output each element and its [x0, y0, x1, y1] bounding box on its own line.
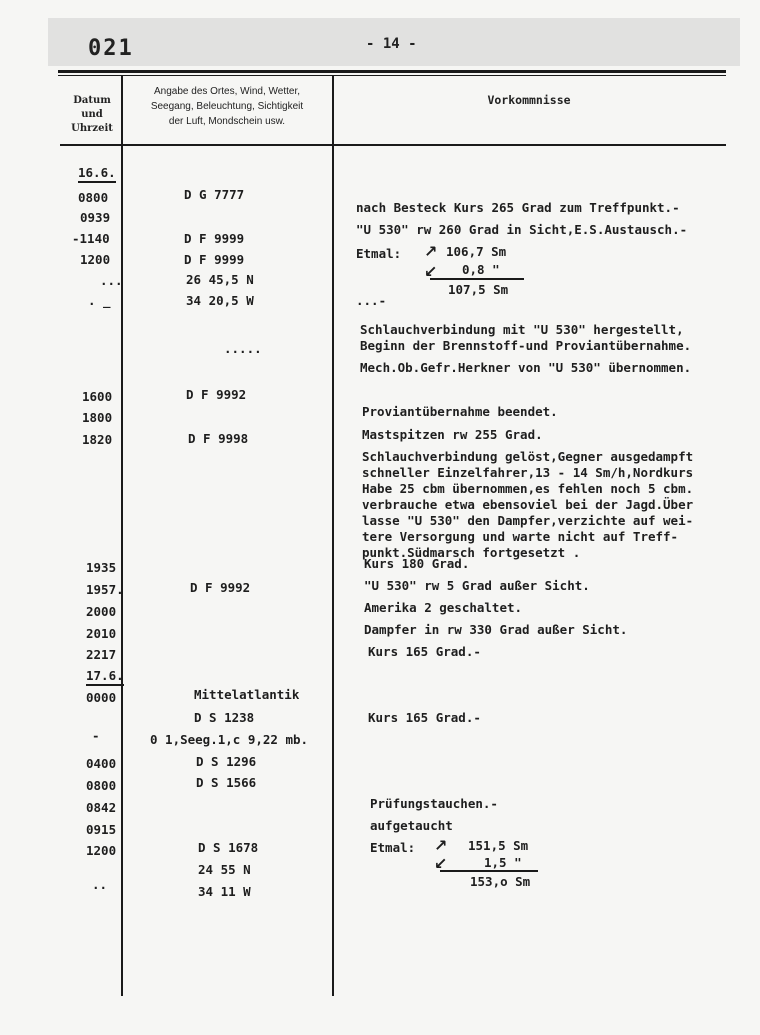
etmal-label: Etmal:	[356, 246, 402, 261]
time-entry: . _	[88, 293, 111, 308]
header-date-line: Uhrzeit	[71, 123, 113, 134]
time-entry: -1140	[72, 231, 110, 246]
etmal-value: 106,7 Sm	[446, 244, 507, 259]
position-entry: D F 9998	[188, 431, 249, 446]
time-entry: 0800	[78, 190, 109, 205]
event-entry: Habe 25 cbm übernommen,es fehlen noch 5 cbm.	[362, 481, 694, 496]
event-entry: Beginn der Brennstoff-und Proviantübernahme.	[360, 338, 692, 353]
time-entry: 1820	[82, 432, 113, 447]
etmal-label: Etmal:	[370, 840, 416, 855]
event-entry: Dampfer in rw 330 Grad außer Sicht.	[364, 622, 628, 637]
event-entry: Amerika 2 geschaltet.	[364, 600, 523, 615]
header-place-line: der Luft, Mondschein usw.	[168, 116, 286, 127]
top-rule	[58, 70, 726, 73]
etmal-sum: 153,o Sm	[470, 874, 531, 889]
top-rule-2	[58, 75, 726, 76]
position-entry: 26 45,5 N	[186, 272, 254, 287]
event-entry: Prüfungstauchen.-	[370, 796, 498, 811]
event-entry: Mastspitzen rw 255 Grad.	[362, 427, 543, 442]
etmal-value: 1,5 "	[484, 855, 522, 870]
date-entry: 16.6.	[78, 165, 116, 183]
header-place-line: Angabe des Ortes, Wind, Wetter,	[154, 86, 300, 97]
weather-entry: 0 1,Seeg.1,c 9,22 mb.	[150, 732, 309, 747]
position-entry: 34 11 W	[198, 884, 251, 899]
position-entry: .....	[224, 341, 262, 356]
time-entry: 1200	[80, 252, 111, 267]
time-entry: 0000	[86, 690, 117, 705]
col-divider-1	[121, 76, 123, 996]
time-entry: 1935	[86, 560, 117, 575]
time-entry: 1800	[82, 410, 113, 425]
event-entry: lasse "U 530" den Dampfer,verzichte auf wei-	[362, 513, 694, 528]
event-entry: Schlauchverbindung mit "U 530" hergestellt,	[360, 322, 684, 337]
position-entry: 34 20,5 W	[186, 293, 254, 308]
page-number: - 14 -	[366, 36, 417, 52]
event-entry: aufgetaucht	[370, 818, 453, 833]
folio-number: 021	[88, 36, 134, 61]
etmal-value: 0,8 "	[462, 262, 500, 277]
header-events: Vorkommnisse	[487, 93, 571, 107]
position-entry: D S 1238	[194, 710, 255, 725]
event-entry: verbrauche etwa ebensoviel bei der Jagd.Über	[362, 497, 694, 512]
time-entry: 0842	[86, 800, 117, 815]
time-entry: 1200	[86, 843, 117, 858]
header-date	[62, 94, 122, 136]
time-entry: 2000	[86, 604, 117, 619]
arrow-up-icon: ↗	[434, 836, 448, 855]
date-entry: 17.6.	[86, 668, 124, 686]
event-entry: Mech.Ob.Gefr.Herkner von "U 530" übernommen.	[360, 360, 692, 375]
position-entry: D F 9999	[184, 231, 245, 246]
header-date-line: Datum	[73, 95, 111, 106]
sum-rule	[430, 278, 524, 280]
position-entry: D S 1566	[196, 775, 257, 790]
event-entry: Kurs 165 Grad.-	[368, 710, 481, 725]
time-entry: 1957.	[86, 582, 124, 597]
col-divider-2	[332, 76, 334, 996]
time-entry: ...	[100, 273, 123, 288]
header-place	[124, 84, 330, 129]
event-entry: nach Besteck Kurs 265 Grad zum Treffpunkt.-	[356, 200, 680, 215]
arrow-down-icon: ↙	[424, 262, 438, 281]
time-entry: 1600	[82, 389, 113, 404]
arrow-down-icon: ↙	[434, 854, 448, 873]
position-entry: D G 7777	[184, 187, 245, 202]
event-entry: Schlauchverbindung gelöst,Gegner ausgedampft	[362, 449, 694, 464]
arrow-up-icon: ↗	[424, 242, 438, 261]
time-entry: ..	[92, 877, 108, 892]
etmal-value: 151,5 Sm	[468, 838, 529, 853]
position-entry: 24 55 N	[198, 862, 251, 877]
event-entry: "U 530" rw 260 Grad in Sicht,E.S.Austausch.-	[356, 222, 688, 237]
sum-rule	[440, 870, 538, 872]
event-entry: Kurs 165 Grad.-	[368, 644, 481, 659]
event-entry: schneller Einzelfahrer,13 - 14 Sm/h,Nordkurs	[362, 465, 694, 480]
header-date-line: und	[81, 109, 103, 120]
event-entry: punkt.Südmarsch fortgesetzt .	[362, 545, 581, 560]
header-rule	[60, 144, 726, 146]
event-entry: ...-	[356, 293, 387, 308]
etmal-sum: 107,5 Sm	[448, 282, 509, 297]
position-entry: D F 9992	[190, 580, 251, 595]
position-entry: D F 9992	[186, 387, 247, 402]
header-place-line: Seegang, Beleuchtung, Sichtigkeit	[150, 101, 304, 112]
position-entry: D F 9999	[184, 252, 245, 267]
event-entry: "U 530" rw 5 Grad außer Sicht.	[364, 578, 590, 593]
position-entry: Mittelatlantik	[194, 687, 300, 702]
time-entry: -	[92, 728, 100, 743]
position-entry: D S 1678	[198, 840, 259, 855]
time-entry: 2217	[86, 647, 117, 662]
time-entry: 0939	[80, 210, 111, 225]
event-entry: tere Versorgung und warte nicht auf Treff-	[362, 529, 679, 544]
time-entry: 2010	[86, 626, 117, 641]
time-entry: 0400	[86, 756, 117, 771]
time-entry: 0800	[86, 778, 117, 793]
position-entry: D S 1296	[196, 754, 257, 769]
event-entry: Kurs 180 Grad.	[364, 556, 470, 571]
event-entry: Proviantübernahme beendet.	[362, 404, 558, 419]
time-entry: 0915	[86, 822, 117, 837]
